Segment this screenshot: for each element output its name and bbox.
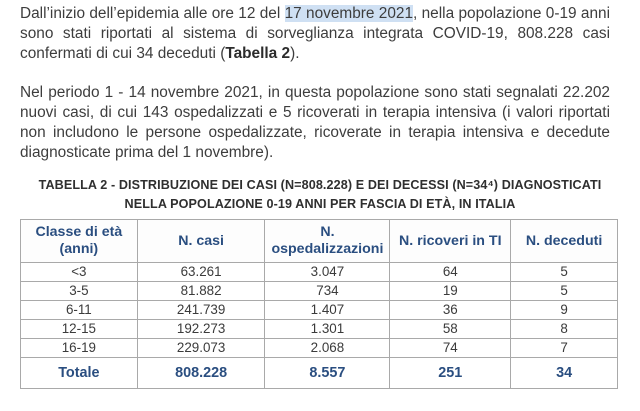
cell-deaths: 8 xyxy=(511,320,618,339)
cell-icu: 19 xyxy=(390,282,511,301)
table-row xyxy=(21,320,618,339)
header-icu: N. ricoveri in TI xyxy=(390,220,511,263)
intro-text-start: Dall’inizio dell’epidemia alle ore 12 del xyxy=(20,5,285,22)
cell-age: <3 xyxy=(21,263,138,282)
total-hospitalizations: 8.557 xyxy=(265,358,390,389)
intro-paragraph xyxy=(20,4,610,64)
cell-age: 12-15 xyxy=(21,320,138,339)
age-distribution-table xyxy=(20,219,618,389)
cell-deaths: 5 xyxy=(511,282,618,301)
cell-hospitalizations: 1.301 xyxy=(265,320,390,339)
highlighted-date: 17 novembre 2021 xyxy=(284,5,414,22)
cell-icu: 58 xyxy=(390,320,511,339)
cell-icu: 64 xyxy=(390,263,511,282)
cell-cases: 81.882 xyxy=(137,282,265,301)
table-caption xyxy=(20,176,620,214)
cell-cases: 63.261 xyxy=(137,263,265,282)
cell-hospitalizations: 3.047 xyxy=(265,263,390,282)
total-deaths: 34 xyxy=(511,358,618,389)
cell-icu: 36 xyxy=(390,301,511,320)
cell-deaths: 9 xyxy=(511,301,618,320)
total-cases: 808.228 xyxy=(137,358,265,389)
intro-text-end: ). xyxy=(290,45,300,62)
table-row xyxy=(21,282,618,301)
header-hospitalizations: N. ospedalizzazioni xyxy=(265,220,390,263)
header-deaths: N. deceduti xyxy=(511,220,618,263)
cell-cases: 192.273 xyxy=(137,320,265,339)
cell-deaths: 5 xyxy=(511,263,618,282)
period-paragraph: Nel periodo 1 - 14 novembre 2021, in questa popolazione sono stati segnalati 22.202 nuovi casi, di cui 143 ospedalizzati e 5 ricoverati in terapia intensiva (i valori riportati non includono le persone ospedalizzate, ricoverate in terapia intensiva e decedute diagnosticate prima del 1 novembre). xyxy=(20,84,610,161)
table-reference: Tabella 2 xyxy=(225,45,291,62)
cell-age: 6-11 xyxy=(21,301,138,320)
caption-line-2: NELLA POPOLAZIONE 0-19 ANNI PER FASCIA DI ETÀ, IN ITALIA xyxy=(124,197,516,211)
table-total-row xyxy=(21,358,618,389)
header-age-class: Classe di età (anni) xyxy=(21,220,138,263)
cell-deaths: 7 xyxy=(511,339,618,358)
table-header-row xyxy=(21,220,618,263)
cell-age: 16-19 xyxy=(21,339,138,358)
cell-hospitalizations: 734 xyxy=(265,282,390,301)
cell-hospitalizations: 1.407 xyxy=(265,301,390,320)
table-row xyxy=(21,263,618,282)
cell-icu: 74 xyxy=(390,339,511,358)
cell-age: 3-5 xyxy=(21,282,138,301)
total-label: Totale xyxy=(21,358,138,389)
table-row xyxy=(21,339,618,358)
cell-hospitalizations: 2.068 xyxy=(265,339,390,358)
caption-line-1: TABELLA 2 - DISTRIBUZIONE DEI CASI (N=808.228) E DEI DECESSI (N=34⁴) DIAGNOSTICATI xyxy=(38,178,602,192)
table-row xyxy=(21,301,618,320)
total-icu: 251 xyxy=(390,358,511,389)
cell-cases: 229.073 xyxy=(137,339,265,358)
intro-text-middle: , nella popolazione 0-19 anni sono stati riportati al sistema di sorveglianza integrata COVID-19, 808.228 casi confermati di cui 34 deceduti ( xyxy=(20,5,610,62)
header-cases: N. casi xyxy=(137,220,265,263)
cell-cases: 241.739 xyxy=(137,301,265,320)
